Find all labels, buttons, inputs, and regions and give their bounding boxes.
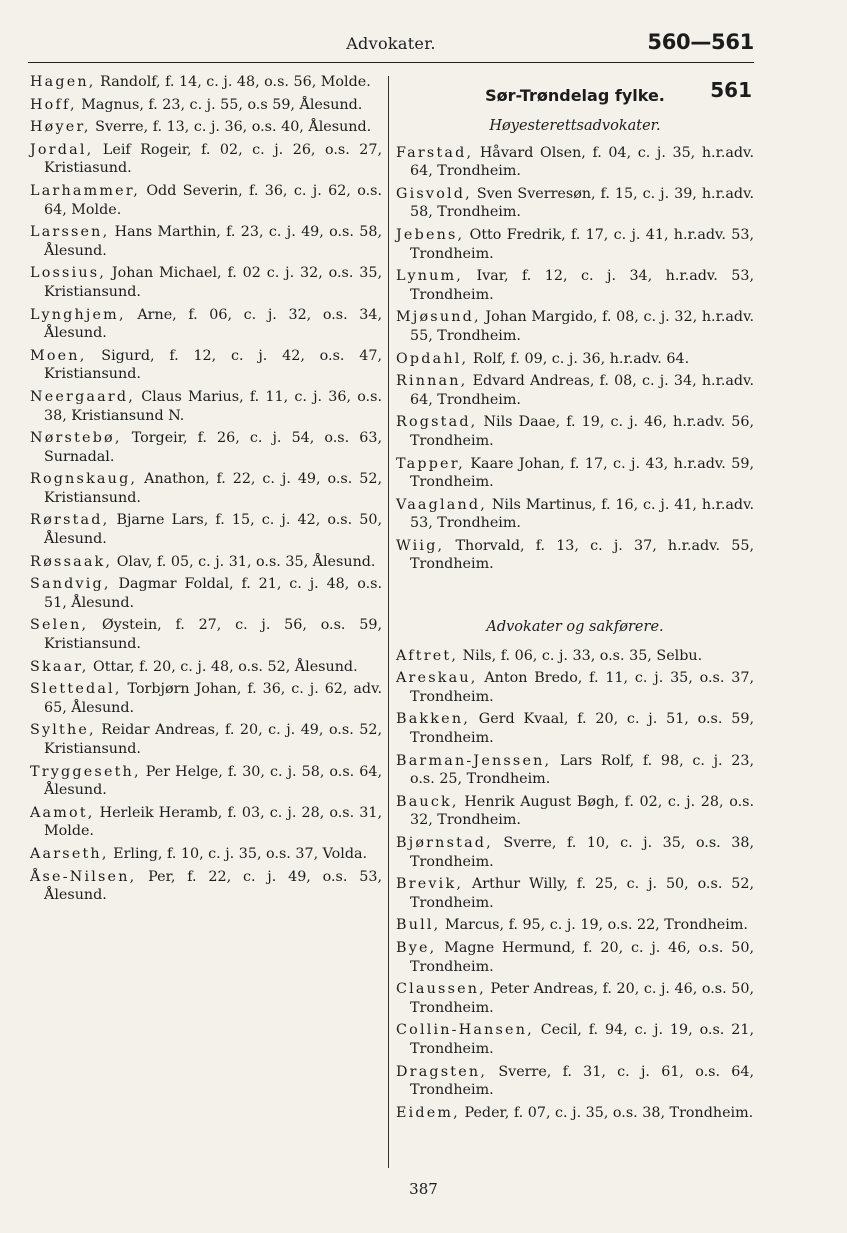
entry-details: Edvard Andreas, f. 08, c. j. 34, h.r.adv. 64, Trondheim. (410, 373, 754, 408)
entry-surname: Slettedal, (30, 681, 122, 698)
directory-entry (30, 868, 382, 905)
entry-details: Odd Severin, f. 36, c. j. 62, o.s. 64, Molde. (44, 182, 382, 218)
entry-details: Kaare Johan, f. 17, c. j. 43, h.r.adv. 59, Trondheim. (410, 455, 754, 491)
directory-entry (396, 226, 754, 263)
directory-entry (396, 1104, 754, 1123)
entry-surname: Larssen, (30, 224, 110, 241)
directory-entry (30, 511, 382, 548)
region-heading-block (396, 77, 754, 113)
entry-details: Håvard Olsen, f. 04, c. j. 35, h.r.adv. 64, Trondheim. (410, 144, 754, 180)
directory-entry (396, 372, 754, 409)
directory-entry (396, 669, 754, 706)
entry-surname: Hoff, (30, 96, 77, 113)
entry-details: Johan Margido, f. 08, c. j. 32, h.r.adv. 55, Trondheim. (410, 309, 754, 344)
entry-details: Sverre, f. 31, c. j. 61, o.s. 64, Trondheim. (410, 1063, 754, 1099)
directory-entry (396, 752, 754, 789)
directory-entry (396, 537, 754, 574)
directory-entry (396, 144, 754, 181)
entry-surname: Nørstebø, (30, 430, 122, 447)
entry-surname: Rognskaug, (30, 471, 138, 488)
directory-entry (30, 616, 382, 653)
entry-surname: Skaar, (30, 658, 89, 675)
entry-details: Per Helge, f. 30, c. j. 58, o.s. 64, Ålesund. (44, 763, 382, 799)
entry-surname: Bakken, (396, 711, 470, 728)
entry-surname: Vaagland, (396, 496, 488, 513)
entry-details: Erling, f. 10, c. j. 35, o.s. 37, Volda. (108, 845, 368, 862)
entry-surname: Rogstad, (396, 414, 478, 431)
entry-details: Olav, f. 05, c. j. 31, o.s. 35, Ålesund. (112, 553, 376, 570)
entry-details: Marcus, f. 95, c. j. 19, o.s. 22, Trondheim. (440, 917, 748, 934)
directory-entry (396, 710, 754, 747)
directory-entry (30, 470, 382, 507)
entry-details: Nils, f. 06, c. j. 33, o.s. 35, Selbu. (458, 647, 703, 664)
entry-surname: Aamot, (30, 804, 95, 821)
directory-entry (30, 223, 382, 260)
entry-surname: Bjørnstad, (396, 835, 493, 851)
entry-surname: Areskau, (396, 670, 478, 687)
entry-surname: Jebens, (396, 226, 465, 243)
entry-details: Gerd Kvaal, f. 20, c. j. 51, o.s. 59, Trondheim. (410, 711, 754, 747)
directory-entry (396, 267, 754, 304)
entry-surname: Sylthe, (30, 722, 96, 739)
directory-entry (30, 347, 382, 384)
entry-details: Dagmar Foldal, f. 21, c. j. 48, o.s. 51, Ålesund. (44, 576, 382, 611)
entry-details: Ivar, f. 12, c. j. 34, h.r.adv. 53, Trondheim. (410, 268, 754, 303)
entry-surname: Rinnan, (396, 373, 468, 390)
directory-entry (396, 1063, 754, 1100)
entry-surname: Opdahl, (396, 350, 469, 367)
entry-surname: Aftret, (396, 647, 459, 664)
directory-entry (396, 455, 754, 492)
entry-details: Magne Hermund, f. 20, c. j. 46, o.s. 50, Trondheim. (410, 939, 754, 975)
entry-surname: Farstad, (396, 144, 474, 161)
entry-surname: Bull, (396, 917, 441, 934)
entry-details: Rolf, f. 09, c. j. 36, h.r.adv. 64. (468, 350, 690, 367)
right-page-number: 561 (710, 78, 752, 102)
entry-surname: Moen, (30, 347, 87, 364)
directory-entry (30, 96, 382, 115)
entry-surname: Eidem, (396, 1104, 460, 1121)
directory-entry (396, 916, 754, 935)
entry-surname: Mjøsund, (396, 309, 481, 326)
directory-entry (30, 264, 382, 301)
entry-surname: Tapper, (396, 455, 465, 472)
entry-surname: Høyer, (30, 119, 91, 136)
entry-details: Torgeir, f. 26, c. j. 54, o.s. 63, Surnadal. (44, 430, 382, 465)
entry-surname: Larhammer, (30, 182, 140, 199)
entry-surname: Claussen, (396, 981, 486, 998)
entry-details: Peder, f. 07, c. j. 35, o.s. 38, Trondheim. (459, 1104, 754, 1121)
section-heading-advokater-og-sakforere: Advokater og sakførere. (486, 619, 664, 636)
entry-details: Claus Marius, f. 11, c. j. 36, o.s. 38, Kristiansund N. (44, 388, 382, 424)
hoyesterettsadvokater-list (396, 144, 754, 574)
entry-details: Reidar Andreas, f. 20, c. j. 49, o.s. 52, Kristiansund. (44, 722, 382, 757)
entry-details: Henrik August Bøgh, f. 02, c. j. 28, o.s. 32, Trondheim. (410, 793, 754, 829)
entry-details: Otto Fredrik, f. 17, c. j. 41, h.r.adv. 53, Trondheim. (410, 226, 754, 262)
page-range: 560—561 (647, 30, 754, 54)
entry-surname: Collin-Hansen, (396, 1022, 534, 1039)
column-divider (388, 76, 389, 1168)
left-entry-list (30, 73, 382, 905)
directory-entry (396, 980, 754, 1017)
entry-details: Anton Bredo, f. 11, c. j. 35, o.s. 37, Trondheim. (410, 670, 754, 705)
entry-surname: Rørstad, (30, 512, 110, 529)
running-title: Advokater. (346, 34, 436, 53)
directory-entry (30, 804, 382, 841)
entry-details: Herleik Heramb, f. 03, c. j. 28, o.s. 31, Molde. (44, 804, 382, 840)
entry-surname: Lynghjem, (30, 306, 126, 323)
entry-surname: Bauck, (396, 793, 459, 810)
directory-entry (396, 875, 754, 912)
directory-entry (30, 182, 382, 219)
entry-details: Øystein, f. 27, c. j. 56, o.s. 59, Kristiansund. (44, 617, 382, 653)
entry-details: Sigurd, f. 12, c. j. 42, o.s. 47, Kristiansund. (44, 347, 382, 383)
directory-entry (30, 141, 382, 178)
entry-details: Lars Rolf, f. 98, c. j. 23, o.s. 25, Trondheim. (410, 752, 754, 788)
directory-entry (396, 1021, 754, 1058)
entry-surname: Gisvold, (396, 185, 472, 202)
entry-surname: Neergaard, (30, 388, 135, 405)
entry-surname: Aarseth, (30, 845, 109, 862)
directory-entry (396, 834, 754, 871)
entry-details: Sverre, f. 10, c. j. 35, o.s. 38, Trondheim. (410, 835, 754, 870)
advokater-og-sakforere-list (396, 647, 754, 1123)
entry-details: Anathon, f. 22, c. j. 49, o.s. 52, Kristiansund. (44, 471, 382, 506)
directory-entry (30, 553, 382, 572)
directory-entry (30, 388, 382, 425)
entry-details: Ottar, f. 20, c. j. 48, o.s. 52, Ålesund. (88, 658, 358, 675)
directory-entry (396, 350, 754, 369)
page-footer-number: 387 (409, 1180, 438, 1198)
entry-surname: Åse-Nilsen, (30, 868, 137, 885)
directory-entry (30, 575, 382, 612)
page-header (28, 28, 754, 63)
directory-entry (396, 647, 754, 666)
entry-details: Torbjørn Johan, f. 36, c. j. 62, adv. 65, Ålesund. (44, 681, 382, 716)
entry-details: Hans Marthin, f. 23, c. j. 49, o.s. 58, Ålesund. (44, 224, 382, 259)
entry-details: Arne, f. 06, c. j. 32, o.s. 34, Ålesund. (44, 306, 382, 342)
left-column (30, 73, 382, 909)
entry-surname: Lynum, (396, 268, 464, 285)
entry-surname: Dragsten, (396, 1063, 488, 1080)
entry-details: Magnus, f. 23, c. j. 55, o.s 59, Ålesund. (76, 96, 363, 113)
entry-details: Randolf, f. 14, c. j. 48, o.s. 56, Molde. (95, 74, 371, 90)
directory-entry (30, 658, 382, 677)
directory-entry (30, 763, 382, 800)
directory-entry (396, 793, 754, 830)
entry-surname: Brevik, (396, 876, 464, 893)
directory-entry (30, 680, 382, 717)
directory-entry (30, 118, 382, 137)
entry-surname: Sandvig, (30, 576, 111, 593)
entry-surname: Bye, (396, 939, 437, 956)
entry-details: Nils Daae, f. 19, c. j. 46, h.r.adv. 56, Trondheim. (410, 414, 754, 449)
right-column (396, 73, 754, 1126)
entry-surname: Jordal, (30, 141, 94, 158)
directory-entry (396, 185, 754, 222)
entry-surname: Barman-Jenssen, (396, 752, 552, 769)
directory-entry (396, 939, 754, 976)
directory-entry (30, 306, 382, 343)
entry-details: Thorvald, f. 13, c. j. 37, h.r.adv. 55, Trondheim. (410, 537, 754, 573)
entry-details: Arthur Willy, f. 25, c. j. 50, o.s. 52, Trondheim. (410, 876, 754, 911)
entry-details: Bjarne Lars, f. 15, c. j. 42, o.s. 50, Ålesund. (44, 512, 382, 548)
entry-details: Cecil, f. 94, c. j. 19, o.s. 21, Trondheim. (410, 1022, 754, 1057)
entry-surname: Hagen, (30, 74, 96, 90)
entry-surname: Wiig, (396, 537, 445, 554)
directory-entry (30, 73, 382, 92)
entry-details: Sven Sverresøn, f. 15, c. j. 39, h.r.adv. 58, Trondheim. (410, 185, 754, 221)
entry-surname: Selen, (30, 617, 89, 634)
region-heading: Sør-Trøndelag fylke. (485, 86, 665, 105)
entry-surname: Røssaak, (30, 553, 113, 570)
directory-entry (30, 845, 382, 864)
directory-entry (30, 721, 382, 758)
section-heading-hoyesterettsadvokater: Høyesterettsadvokater. (489, 118, 661, 134)
entry-surname: Lossius, (30, 265, 107, 282)
directory-entry (396, 413, 754, 450)
entry-details: Leif Rogeir, f. 02, c. j. 26, o.s. 27, Kristiasund. (44, 141, 382, 177)
directory-entry (396, 308, 754, 345)
entry-details: Nils Martinus, f. 16, c. j. 41, h.r.adv. 53, Trondheim. (410, 496, 754, 532)
entry-details: Peter Andreas, f. 20, c. j. 46, o.s. 50, Trondheim. (410, 981, 754, 1016)
directory-entry (396, 496, 754, 533)
directory-entry (30, 429, 382, 466)
entry-surname: Tryggeseth, (30, 763, 141, 780)
entry-details: Per, f. 22, c. j. 49, o.s. 53, Ålesund. (44, 868, 382, 904)
entry-details: Sverre, f. 13, c. j. 36, o.s. 40, Ålesund. (90, 119, 372, 136)
entry-details: Johan Michael, f. 02 c. j. 32, o.s. 35, Kristiansund. (44, 265, 382, 300)
